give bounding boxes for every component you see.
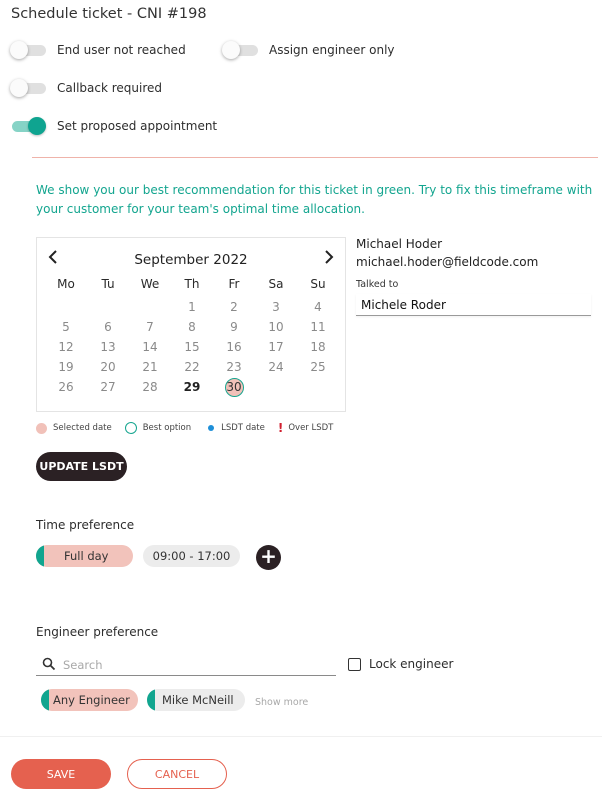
end-user-not-reached-toggle[interactable] [10,40,46,60]
save-button[interactable]: SAVE [11,759,111,789]
cancel-button[interactable]: CANCEL [127,759,227,789]
recommendation-text: We show you our best recommendation for this ticket in green. Try to fix this timeframe with your customer for your team's optimal time allocation. [36,183,593,216]
calendar-day[interactable]: 29 [183,380,201,394]
calendar-day[interactable]: 5 [62,320,70,334]
calendar-day[interactable]: 27 [100,380,116,394]
any-engineer-chip-label: Any Engineer [53,693,130,707]
calendar-day[interactable]: 19 [58,360,74,374]
calendar-day[interactable]: 4 [314,300,322,314]
toggle-row-set-proposed-appointment [10,116,217,136]
chip-indicator [147,689,155,711]
toggle-row-end-user-not-reached [10,40,186,60]
calendar-day[interactable]: 2 [230,300,238,314]
callback-required-label: Callback required [57,81,163,95]
toggle-row-callback-required [10,78,162,98]
calendar-day[interactable]: 6 [104,320,112,334]
calendar-day[interactable]: 8 [188,320,196,334]
calendar-day[interactable]: 16 [226,340,242,354]
time-preference-label: Time preference [36,518,135,532]
talked-to-label: Talked to [356,279,399,290]
contact-name: Michael Hoder [356,237,443,251]
plus-icon[interactable]: + [256,545,281,570]
lock-engineer-checkbox[interactable] [348,658,361,671]
any-engineer-chip[interactable] [41,689,138,711]
chip-indicator [41,689,49,711]
weekday-header: Th [184,277,200,291]
calendar-day[interactable]: 23 [226,360,242,374]
assign-engineer-only-label: Assign engineer only [269,43,395,57]
mike-mcneill-chip[interactable] [147,689,245,711]
weekday-header: Su [310,277,326,291]
calendar-day[interactable]: 3 [272,300,280,314]
assign-engineer-only-toggle[interactable] [222,40,258,60]
calendar-month-label: September 2022 [134,252,248,268]
update-lsdt-button[interactable]: UPDATE LSDT [36,452,127,481]
weekday-header: Fr [228,277,240,291]
calendar-day[interactable]: 22 [184,360,200,374]
calendar-day[interactable]: 17 [268,340,284,354]
full-day-chip-label: Full day [64,549,109,563]
show-more-link[interactable]: Show more [255,697,309,708]
chip-indicator [36,545,44,567]
calendar-day[interactable]: 12 [58,340,74,354]
talked-to-input[interactable] [356,294,591,316]
page-title: Schedule ticket - CNI #198 [11,6,207,22]
full-day-chip[interactable] [36,545,133,567]
contact-email: michael.hoder@fieldcode.com [356,255,539,269]
section-divider [32,157,598,158]
calendar-day[interactable]: 25 [310,360,326,374]
calendar-day[interactable]: 18 [310,340,326,354]
calendar-day[interactable]: 26 [58,380,74,394]
lsdt-date-swatch [208,425,214,431]
calendar-day[interactable]: 7 [146,320,154,334]
calendar-day-selected[interactable]: 30 [219,377,249,397]
engineer-search [36,653,336,676]
best-option-swatch [125,422,137,434]
set-proposed-appointment-label: Set proposed appointment [57,119,218,133]
calendar-day[interactable]: 13 [100,340,116,354]
weekday-header: We [140,277,160,291]
mike-mcneill-chip-label: Mike McNeill [162,693,234,707]
exclamation-icon: ! [277,421,284,435]
search-icon [42,657,56,671]
chevron-right-icon[interactable] [323,249,335,269]
legend-lsdt-label: LSDT date [221,423,265,433]
calendar-day[interactable]: 20 [100,360,116,374]
calendar-day[interactable]: 11 [310,320,326,334]
toggle-row-assign-engineer-only [222,40,395,60]
weekday-header: Mo [57,277,75,291]
lock-engineer-row [348,657,453,671]
calendar-day[interactable]: 14 [142,340,158,354]
calendar-day[interactable]: 21 [142,360,158,374]
calendar-legend [36,421,346,435]
engineer-search-input[interactable] [63,655,331,674]
selected-date-swatch [36,423,47,434]
legend-best-label: Best option [142,423,192,433]
time-range-chip[interactable]: 09:00 - 17:00 [143,545,240,567]
calendar-day[interactable]: 15 [184,340,200,354]
lock-engineer-label: Lock engineer [369,657,454,671]
calendar-day[interactable]: 28 [142,380,158,394]
end-user-not-reached-label: End user not reached [57,43,186,57]
legend-over-label: Over LSDT [288,423,334,433]
footer-divider [0,736,602,737]
date-picker-calendar [36,237,346,412]
calendar-day[interactable]: 9 [230,320,238,334]
set-proposed-appointment-toggle[interactable] [10,116,46,136]
calendar-day[interactable]: 1 [188,300,196,314]
engineer-preference-label: Engineer preference [36,625,159,639]
weekday-header: Tu [101,277,115,291]
callback-required-toggle[interactable] [10,78,46,98]
legend-selected-label: Selected date [53,423,112,433]
weekday-header: Sa [268,277,284,291]
calendar-day[interactable]: 10 [268,320,284,334]
calendar-day[interactable]: 24 [268,360,284,374]
